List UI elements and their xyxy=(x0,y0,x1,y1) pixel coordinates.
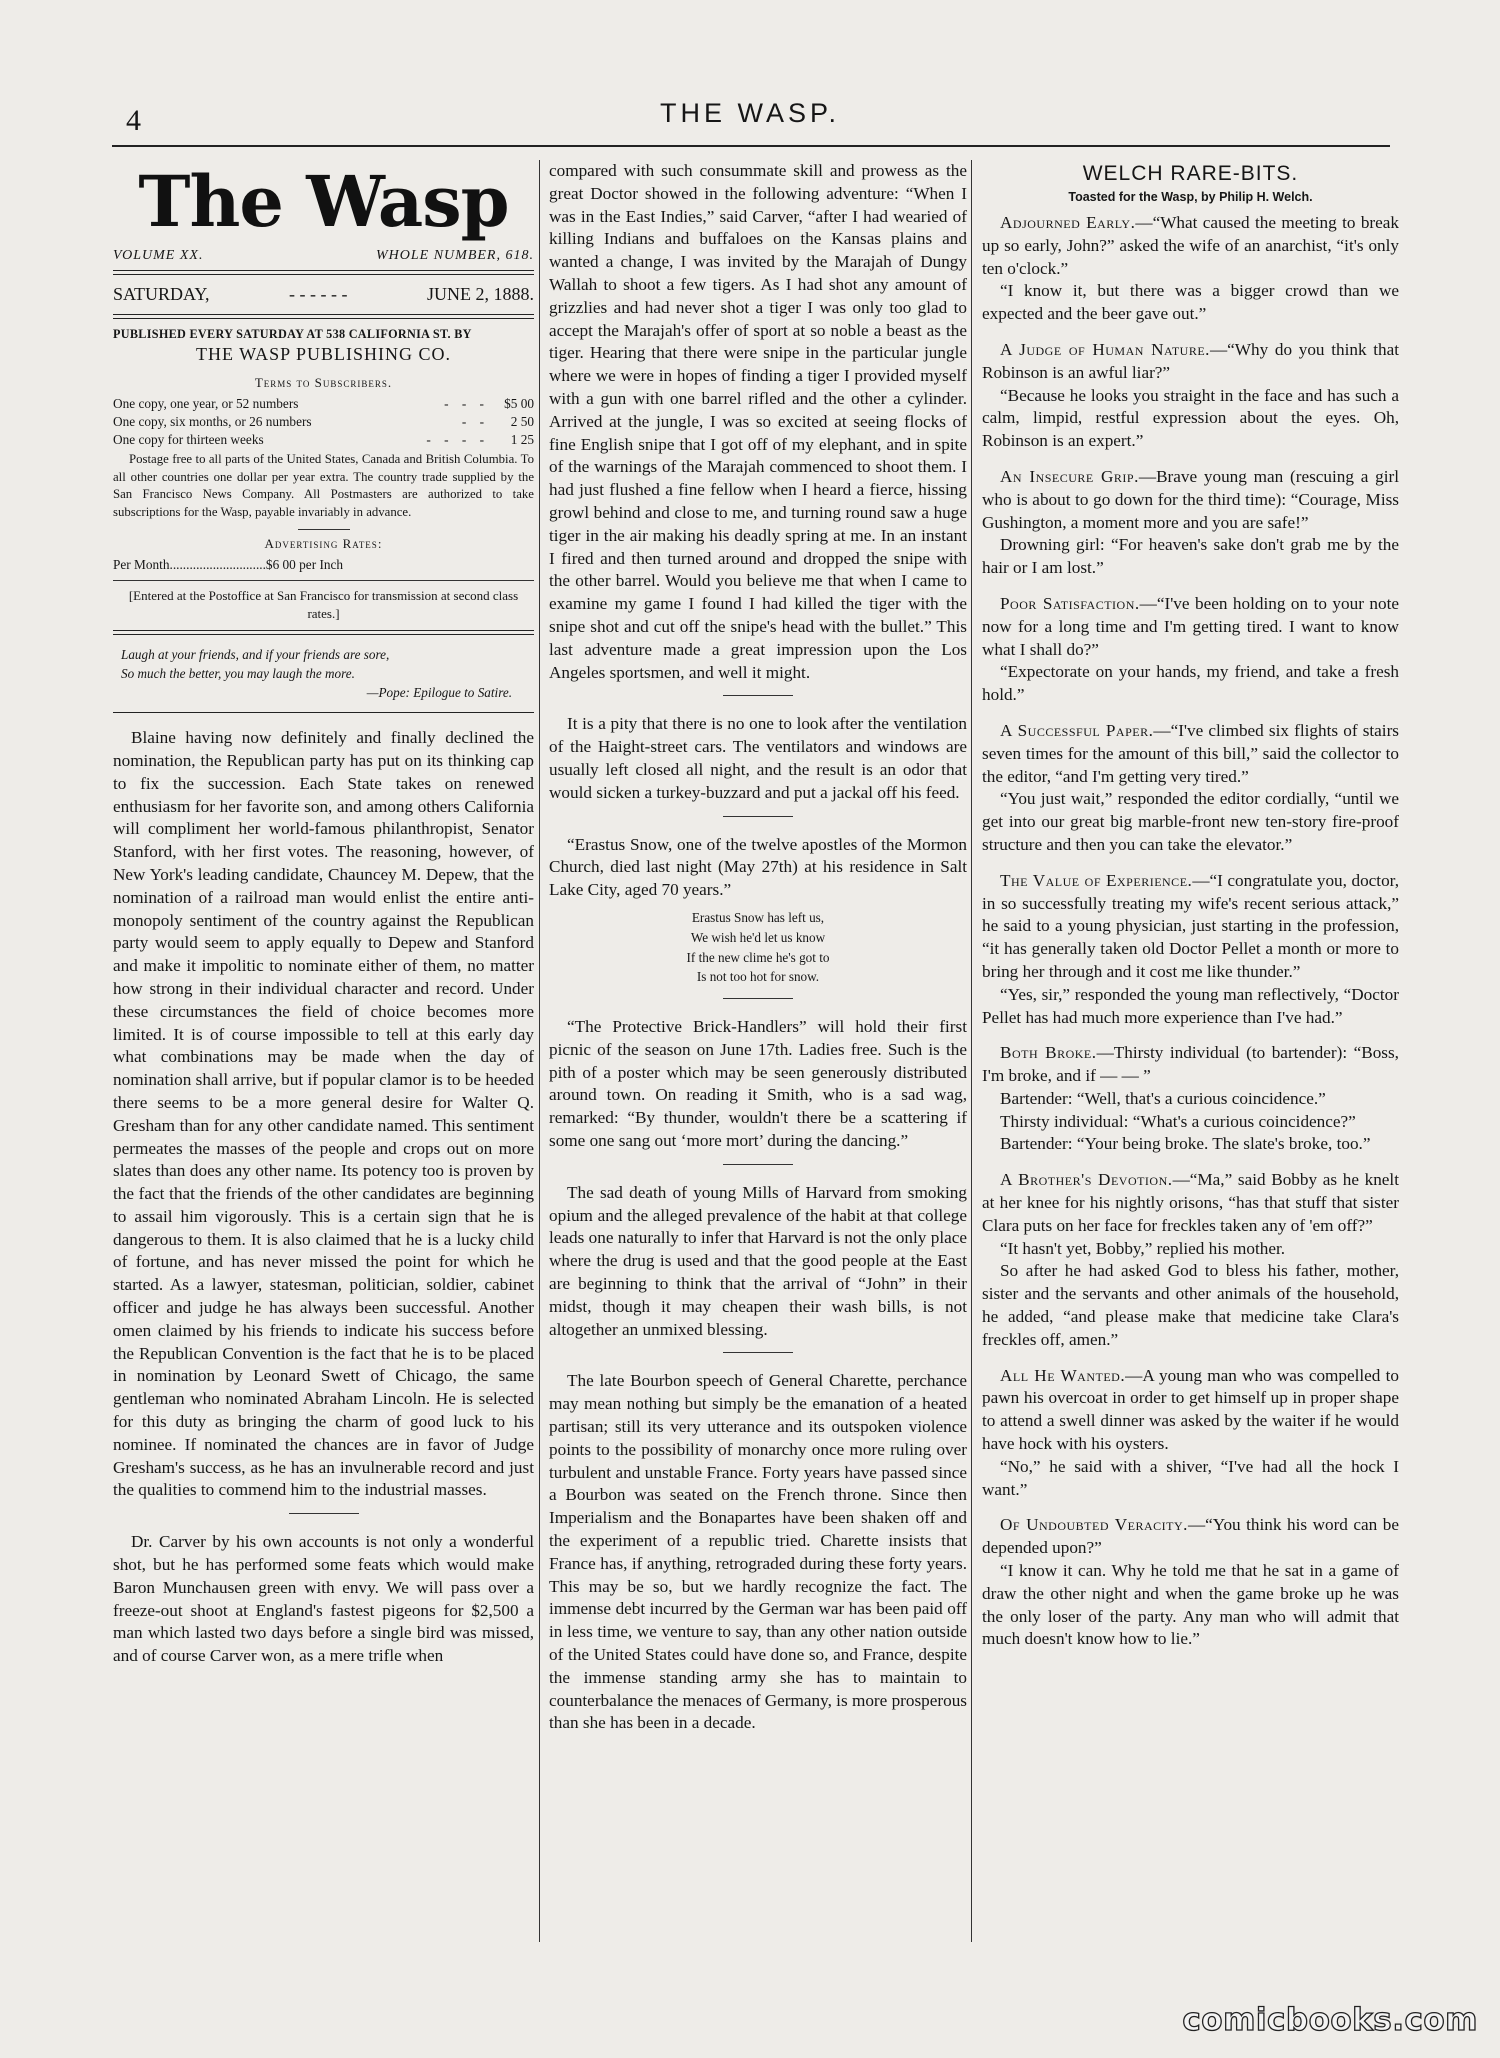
item-gap xyxy=(982,453,1399,466)
rarebit-heading: All He Wanted. xyxy=(1000,1365,1126,1385)
rarebit-heading: A Brother's Devotion. xyxy=(1000,1170,1173,1190)
rarebit-item xyxy=(982,1042,1399,1088)
rarebit-text: —Thirsty individual (to bartender): “Boss, I'm broke, and if — — ” xyxy=(982,1043,1399,1086)
article-paragraph: It is a pity that there is no one to look after the ventilation of the Haight-street cars. The ventilators and windows are usually left closed all night, and the result is an odor that would sicken a turkey-buzzard and put a jackal off his feed. xyxy=(549,714,967,802)
epigraph-line: So much the better, you may laugh the more. xyxy=(121,666,355,682)
article-paragraph: Dr. Carver by his own accounts is not only a wonderful shot, but he has performed some feats which would make Baron Munchausen green with envy. We will pass over a freeze-out shoot at England's fastest pigeons for $2,500 a man which lasted two days before a single bird was missed, and of course Carver won, as a mere trifle when xyxy=(113,1532,534,1666)
rarebit-text: “I know it can. Why he told me that he sat in a game of draw the other night and when the game broke up he was the only loser of the party. Any man who will admit that much doesn't know how to lie.” xyxy=(982,1561,1399,1649)
issue-date: JUNE 2, 1888. xyxy=(426,284,534,304)
masthead-rule-lower xyxy=(113,314,534,319)
rarebit-text: Thirsty individual: “What's a curious coincidence?” xyxy=(1000,1111,1356,1131)
rarebit-text: —“I congratulate you, doctor, in so successfully treating my wife's recent serious attack,” he said to a young physician, just starting in the profession, “it has generally taken old Doctor Pellet a month or more to bring her through and it cost me like thunder.” xyxy=(982,870,1399,981)
section-title: WELCH RARE-BITS. xyxy=(1082,162,1299,185)
rarebit-heading: A Judge of Human Nature. xyxy=(1000,339,1210,359)
date-dashes: - - - - - - xyxy=(289,284,348,304)
rarebit-heading: An Insecure Grip. xyxy=(1000,466,1139,486)
date-row xyxy=(113,281,534,308)
rule xyxy=(113,580,534,581)
page-number: 4 xyxy=(126,104,141,137)
column-divider-1 xyxy=(539,160,540,1942)
rarebit-item xyxy=(982,593,1399,661)
rarebit-text: “It hasn't yet, Bobby,” replied his mother. xyxy=(1000,1238,1286,1258)
rarebit-item xyxy=(982,466,1399,534)
rarebit-paragraph xyxy=(982,1456,1399,1502)
rarebit-paragraph xyxy=(982,1088,1399,1111)
short-rule xyxy=(723,695,793,696)
epigraph-line: Laugh at your friends, and if your friends are sore, xyxy=(121,647,390,663)
rarebit-text: —“I've been holding on to your note now for a long time and I'm getting tired. I want to know what I shall do?” xyxy=(982,593,1399,659)
rarebit-text: —“You think his word can be depended upon?” xyxy=(982,1515,1400,1558)
rarebit-text: Bartender: “Well, that's a curious coincidence.” xyxy=(1000,1088,1326,1108)
rarebit-text: —“What caused the meeting to break up so early, John?” asked the wife of an anarchist, “it's only ten o'clock.” xyxy=(982,213,1399,278)
rate-row: One copy for thirteen weeks - - - - 1 25 xyxy=(113,432,534,447)
rarebit-text: —“I've climbed six flights of stairs seven times for the amount of this bill,” said the collector to the editor, “and I'm getting very tired.” xyxy=(982,720,1399,786)
rarebit-paragraph xyxy=(982,534,1399,580)
short-rule xyxy=(289,1513,359,1514)
advertising-heading: Advertising Rates: xyxy=(264,536,383,552)
rarebit-paragraph xyxy=(982,1133,1399,1156)
epigraph xyxy=(113,645,534,702)
rarebit-text: —A young man who was compelled to pawn his overcoat in order to get himself up in proper shape to attend a swell dinner was asked by the waiter if he would have hock with his oysters. xyxy=(982,1365,1399,1454)
article-paragraph: “The Protective Brick-Handlers” will hold their first picnic of the season on June 17th. Ladies free. Such is the pith of a poster which may be seen generously distributed around town. On reading it Smith, who is a sad wag, remarked: “By thunder, wouldn't there be a scattering if some one sang out ‘more mort’ during the dancing.” xyxy=(549,1017,967,1151)
rarebit-text: “Because he looks you straight in the face and has such a calm, limpid, restful expression about the eyes. Oh, Robinson is an expert.” xyxy=(982,385,1399,451)
terms-heading: Terms to Subscribers. xyxy=(254,375,393,390)
rarebit-paragraph xyxy=(982,1238,1399,1261)
article-paragraph: compared with such consummate skill and prowess as the great Doctor showed in the following adventure: “When I was in the East Indies,” said Carver, “after I had wearied of killing Indians and buffaloes on the Kansas plains and wanted a change, I was invited by the Marajah of Dungy Wallah to shoot a few tigers. As I had shot any amount of grizzlies and had never shot a tiger I was only too glad to accept the Marajah's offer of sport at so noble a beast as the tiger. Hearing that there were snipe in the particular jungle where we were in hopes of finding a tiger I provided myself with a gun with one barrel rifled and the other a cylinder. Arrived at the jungle, I was so excited at seeing flocks of fine English snipe that I got off of my elephant, and in spite of the warnings of the Marajah commenced to shoot them. I had just flushed a fine fellow when I heard a fierce, hissing growl behind and close to me, and turning round saw a huge tiger in the air making his deadly spring at me. In an instant I fired and then turned around and dropped the snipe with the other barrel. Would you believe me that when I came to examine my game I found I had killed the tiger with the snipe shot and cut off the snipe's head with the bullet.” This last adventure made a great impression upon the Los Angeles sportsmen, and well it might. xyxy=(549,161,967,682)
rarebit-item xyxy=(982,1365,1399,1456)
rarebit-heading: Adjourned Early. xyxy=(1000,213,1136,232)
rate-row: One copy, six months, or 26 numbers - - 2 50 xyxy=(113,414,534,429)
poem-line: Is not too hot for snow. xyxy=(696,969,820,985)
rule xyxy=(113,712,534,713)
epigraph-rule xyxy=(113,630,534,635)
rarebit-text: —“Ma,” said Bobby as he knelt at her knee for his nightly orisons, “has that stuff that sister Clara puts on her face for freckles taken any of 'em off?” xyxy=(982,1170,1399,1235)
item-gap xyxy=(982,326,1399,339)
rarebit-item xyxy=(982,1169,1399,1237)
column-divider-2 xyxy=(971,160,972,1942)
item-gap xyxy=(982,707,1399,720)
rarebit-text: “You just wait,” responded the editor cordially, “until we get into our great big marble-front new ten-story fire-proof structure and then you can take the elevator.” xyxy=(982,789,1399,854)
masthead-logo: The Wasp xyxy=(138,160,509,243)
short-rule xyxy=(723,1352,793,1353)
rarebit-text: Bartender: “Your being broke. The slate's broke, too.” xyxy=(1000,1134,1371,1154)
poem xyxy=(549,908,967,987)
rarebit-item xyxy=(982,870,1399,984)
rarebit-heading: Of Undoubted Veracity. xyxy=(1000,1515,1188,1535)
rarebit-text: “No,” he said with a shiver, “I've had all the hock I want.” xyxy=(982,1456,1399,1499)
column-2-text xyxy=(549,160,967,1735)
rarebit-text: “Expectorate on your hands, my friend, and take a fresh hold.” xyxy=(982,662,1399,705)
column-3 xyxy=(982,160,1399,1651)
watermark: comicbooks.com xyxy=(1182,2002,1478,2038)
column-1-text xyxy=(113,727,534,1668)
rarebit-paragraph xyxy=(982,1111,1399,1134)
poem-line: If the new clime he's got to xyxy=(686,949,830,965)
short-rule xyxy=(298,529,350,530)
poem-line: We wish he'd let us know xyxy=(690,929,826,945)
publication-line: PUBLISHED EVERY SATURDAY AT 538 CALIFORNIA ST. BY xyxy=(113,327,472,341)
article-paragraph: “Erastus Snow, one of the twelve apostles of the Mormon Church, died last night (May 27th) at his residence in Salt Lake City, aged 70 years.” xyxy=(549,834,967,900)
rarebit-text: —“Why do you think that Robinson is an awful liar?” xyxy=(982,339,1399,382)
rarebit-heading: Poor Satisfaction. xyxy=(1000,593,1140,613)
rarebit-paragraph xyxy=(982,280,1399,326)
rarebit-heading: The Value of Experience. xyxy=(1000,870,1193,890)
rarebit-item xyxy=(982,1514,1399,1560)
entered-note: [Entered at the Postoffice at San Francisco for transmission at second class rates.] xyxy=(128,587,519,621)
rarebit-item xyxy=(982,720,1399,788)
rarebit-text: “Yes, sir,” responded the young man reflectively, “Doctor Pellet has had much more experience than I've had.” xyxy=(982,984,1399,1027)
advertising-rate: Per Month.............................$6 00 per Inch xyxy=(113,557,344,573)
article-paragraph: The sad death of young Mills of Harvard from smoking opium and the alleged prevalence of the habit at that college leads one naturally to infer that Harvard is not the only place where the drug is used and that the good people at the East are beginning to think that the arrival of “John” in their midst, though it may cheapen their wash bills, is not altogether an unmixed blessing. xyxy=(549,1182,967,1339)
rarebit-paragraph xyxy=(982,1560,1399,1651)
rate-row: One copy, one year, or 52 numbers - - - $5 00 xyxy=(113,396,534,411)
short-rule xyxy=(723,816,793,817)
item-gap xyxy=(982,857,1399,870)
issue-day: SATURDAY, xyxy=(113,284,210,304)
masthead-rule xyxy=(113,270,534,275)
rarebit-heading: A Successful Paper. xyxy=(1000,720,1154,740)
column-1 xyxy=(113,160,534,1668)
rarebit-heading: Both Broke. xyxy=(1000,1043,1097,1063)
item-gap xyxy=(982,1501,1399,1514)
rarebits-list xyxy=(982,212,1399,1651)
volume: VOLUME XX. xyxy=(113,248,204,263)
rarebit-paragraph xyxy=(982,1260,1399,1351)
whole-number: WHOLE NUMBER, 618. xyxy=(376,248,534,263)
item-gap xyxy=(982,1156,1399,1169)
rarebit-item xyxy=(982,212,1399,280)
epigraph-attribution: —Pope: Epilogue to Satire. xyxy=(366,685,512,701)
item-gap xyxy=(982,1352,1399,1365)
postage-note: Postage free to all parts of the United States, Canada and British Columbia. To all other countries one dollar per year extra. The country trade supplied by the San Francisco News Company. All Postmasters are authorized to take subscriptions for the Wasp, payable invariably in advance. xyxy=(113,452,534,519)
column-2 xyxy=(549,160,967,1735)
item-gap xyxy=(982,580,1399,593)
poem-line: Erastus Snow has left us, xyxy=(691,909,825,925)
rates-table xyxy=(113,395,534,449)
rarebit-text: “I know it, but there was a bigger crowd than we expected and the beer gave out.” xyxy=(982,281,1399,324)
rarebit-paragraph xyxy=(982,661,1399,707)
short-rule xyxy=(723,998,793,999)
item-gap xyxy=(982,1029,1399,1042)
article-paragraph: The late Bourbon speech of General Charette, perchance may mean nothing but simply be the emanation of a heated partisan; still its very utterance and its outspoken violence points to the possibility of monarchy once more ruling over turbulent and unstable France. Forty years have passed since a Bourbon was seated on the French throne. Since then Imperialism and the Bonapartes have been shaken off and the experiment of a republic tried. Charette insists that France has, if anything, retrograded during these forty years. This may be so, but we hardly recognize the fact. The immense debt incurred by the German war has been paid off in less time, we venture to say, than any other nation outside of the United States could have done so, and France, despite the immense standing army she has to maintain to counterbalance the menaces of Germany, is more prosperous than she has been in a decade. xyxy=(549,1371,967,1733)
running-title: THE WASP. xyxy=(659,98,841,128)
volume-row xyxy=(113,248,534,264)
publisher-name: THE WASP PUBLISHING CO. xyxy=(195,344,452,364)
header-rule xyxy=(112,145,1390,147)
rarebit-paragraph xyxy=(982,385,1399,453)
short-rule xyxy=(723,1164,793,1165)
section-byline: Toasted for the Wasp, by Philip H. Welch. xyxy=(1068,190,1313,204)
rarebit-paragraph xyxy=(982,984,1399,1030)
rarebit-text: Drowning girl: “For heaven's sake don't grab me by the hair or I am lost.” xyxy=(982,535,1399,578)
rarebit-paragraph xyxy=(982,788,1399,856)
rarebit-text: So after he had asked God to bless his father, mother, sister and the servants and other animals of the household, he added, “and please make that medicine take Clara's freckles off, amen.” xyxy=(982,1261,1399,1349)
rarebit-item xyxy=(982,339,1399,385)
rarebit-text: —Brave young man (rescuing a girl who is about to go down for the third time): “Courage, Miss Gushington, a moment more and you are safe!” xyxy=(982,466,1400,532)
article-paragraph: Blaine having now definitely and finally declined the nomination, the Republican party has put on its thinking cap to fix the succession. Each State takes on renewed enthusiasm for her favorite son, and among others California will compliment her world-famous philanthropist, Senator Stanford, with her first votes. The reasoning, however, of New York's leading candidate, Chauncey M. Depew, that the nomination of a railroad man would enlist the entire anti-monopoly sentiment of the country against the Republican party would seem to apply equally to Depew and Stanford and make it impolitic to nominate either of them, no matter how strong in their individual character and record. Under these circumstances the field of choice becomes more limited. It is of course impossible to tell at this early day what combinations may be made when the day of nomination shall arrive, but if popular clamor is to be heeded there seems to be a more general desire for Walter Q. Gresham than for any other candidate named. This sentiment permeates the masses of the people and crops out on more slates than does any other name. Its potency too is proven by the fact that the friends of the other candidates are beginning to assail him vigorously. This is a certain sign that he is dangerous to them. It is also claimed that he is a lucky child of fortune, and has never missed the point for which he started. As a lawyer, statesman, politician, soldier, cabinet officer and judge he has always been successful. Another omen claimed by his friends to indicate his success before the Republican Convention is the fact that he is to be placed in nomination by Leonard Swett of Chicago, the same gentleman who nominated Abraham Lincoln. He is selected for this duty as bringing the charm of good luck to his nominee. If nominated the chances are in favor of Judge Gresham's success, as he has an invulnerable record and just the qualities to commend him to the industrial masses. xyxy=(113,728,534,1500)
